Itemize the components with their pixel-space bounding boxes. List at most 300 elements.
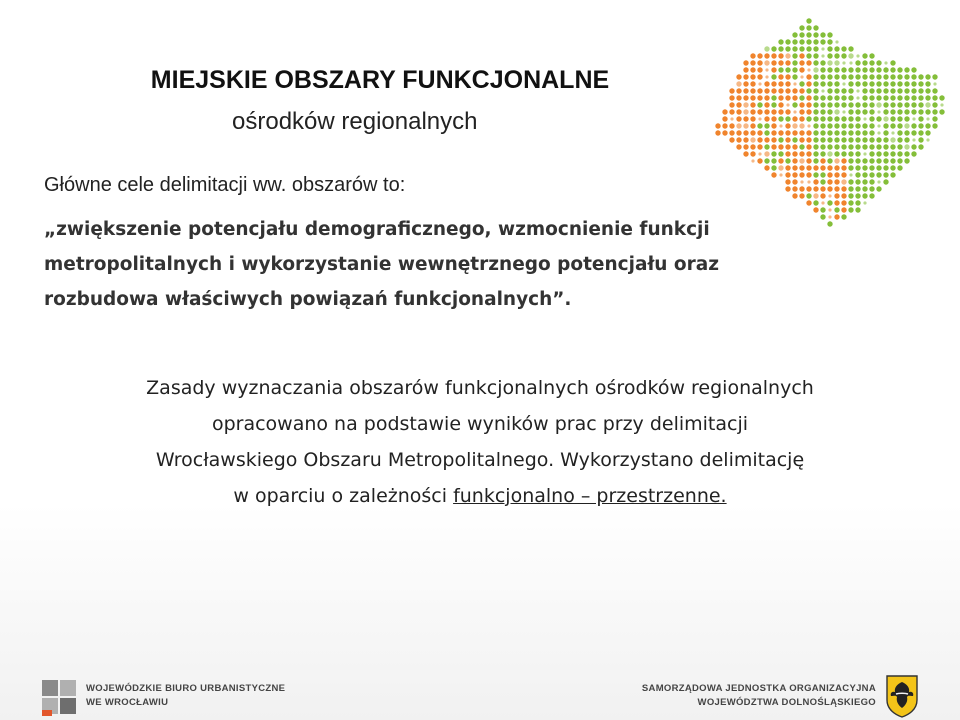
map-dot (827, 158, 832, 163)
map-dot (743, 130, 748, 135)
lower-silesia-crest-icon (884, 674, 920, 718)
map-dot (799, 88, 804, 93)
map-dot (869, 109, 874, 114)
map-dot (799, 137, 804, 142)
map-dot (821, 54, 824, 57)
map-dot (736, 116, 741, 121)
map-dot (855, 116, 860, 121)
map-dot (778, 137, 783, 142)
map-dot (876, 165, 881, 170)
map-dot (743, 67, 748, 72)
map-dot (841, 207, 846, 212)
map-dot (771, 95, 776, 100)
map-dot (757, 130, 762, 135)
map-dot (890, 123, 895, 128)
map-dot (757, 67, 762, 72)
map-dot (799, 186, 804, 191)
map-dot (883, 151, 888, 156)
map-dot (834, 81, 839, 86)
footer (0, 668, 960, 720)
map-dot (932, 95, 937, 100)
map-dot (813, 81, 818, 86)
map-dot (799, 53, 804, 58)
map-dot (869, 137, 874, 142)
map-dot (806, 46, 811, 51)
map-dot (890, 172, 895, 177)
left-institution-name: WOJEWÓDZKIE BIURO URBANISTYCZNE WE WROCŁAWIU (86, 683, 286, 708)
map-dot (890, 102, 895, 107)
map-dot (855, 144, 860, 149)
map-dot (785, 74, 790, 79)
map-dot (897, 81, 902, 86)
map-dot (813, 116, 818, 121)
map-dot (911, 67, 916, 72)
map-dot (890, 95, 895, 100)
principles-last-prefix: w oparciu o zależności (233, 485, 454, 507)
map-dot (764, 137, 769, 142)
map-dot (876, 116, 881, 121)
map-dot (883, 137, 888, 142)
map-dot (820, 144, 825, 149)
map-dot (820, 123, 825, 128)
map-dot (785, 53, 790, 58)
map-dot (918, 102, 923, 107)
map-dot (827, 60, 832, 65)
map-dot (834, 130, 839, 135)
map-dot (827, 116, 832, 121)
map-dot (806, 158, 811, 163)
map-dot (827, 200, 832, 205)
map-dot (771, 144, 776, 149)
map-dot (883, 102, 888, 107)
map-dot (792, 32, 797, 37)
map-dot (820, 151, 825, 156)
map-dot (911, 151, 916, 156)
map-dot (743, 137, 748, 142)
goal-line: rozbudowa właściwych powiązań funkcjonalnych”. (44, 289, 572, 310)
map-dot (778, 39, 783, 44)
map-dot (863, 201, 866, 204)
map-dot (771, 151, 776, 156)
map-dot (792, 123, 797, 128)
map-dot (736, 109, 741, 114)
map-dot (877, 124, 880, 127)
map-dot (807, 180, 810, 183)
map-dot (813, 95, 818, 100)
map-dot (911, 123, 916, 128)
map-dot (729, 137, 734, 142)
map-dot (771, 123, 776, 128)
map-dot (743, 95, 748, 100)
map-dot (799, 109, 804, 114)
map-dot (813, 88, 818, 93)
map-dot (904, 144, 909, 149)
map-dot (911, 74, 916, 79)
map-dot (883, 81, 888, 86)
map-dot (827, 95, 832, 100)
principles-line-last (30, 478, 930, 514)
map-dot (792, 186, 797, 191)
map-dot (848, 67, 853, 72)
map-dot (778, 109, 783, 114)
map-dot (849, 61, 852, 64)
map-dot (736, 95, 741, 100)
map-dot (792, 46, 797, 51)
map-dot (730, 117, 733, 120)
map-dot (813, 67, 818, 72)
map-dot (918, 74, 923, 79)
map-dot (897, 123, 902, 128)
map-dot (778, 88, 783, 93)
map-dot (806, 102, 811, 107)
map-dot (792, 151, 797, 156)
map-dot (897, 88, 902, 93)
map-dot (855, 151, 860, 156)
map-dot (869, 123, 874, 128)
map-dot (884, 61, 887, 64)
map-dot (764, 81, 769, 86)
map-dot (813, 130, 818, 135)
map-dot (848, 137, 853, 142)
map-dot (834, 95, 839, 100)
map-dot (876, 172, 881, 177)
map-dot (855, 60, 860, 65)
map-dot (911, 81, 916, 86)
map-dot (834, 102, 839, 107)
map-dot (778, 95, 783, 100)
map-dot (771, 165, 776, 170)
map-dot (897, 130, 902, 135)
map-dot (764, 102, 769, 107)
map-dot (834, 88, 839, 93)
map-dot (848, 207, 853, 212)
map-dot (821, 89, 824, 92)
map-dot (743, 123, 748, 128)
map-dot (940, 103, 943, 106)
map-dot (876, 151, 881, 156)
map-dot (729, 88, 734, 93)
map-dot (792, 39, 797, 44)
map-dot (743, 102, 748, 107)
map-dot (834, 165, 839, 170)
map-dot (862, 67, 867, 72)
map-dot (813, 102, 818, 107)
map-dot (848, 193, 853, 198)
map-dot (841, 123, 846, 128)
map-dot (841, 200, 846, 205)
map-dot (750, 95, 755, 100)
map-dot (820, 165, 825, 170)
map-dot (758, 117, 761, 120)
map-dot (806, 137, 811, 142)
map-dot (848, 130, 853, 135)
map-dot (771, 158, 776, 163)
map-dot (834, 67, 839, 72)
map-dot (827, 123, 832, 128)
map-dot (890, 67, 895, 72)
map-dot (785, 179, 790, 184)
map-dot (925, 81, 930, 86)
map-dot (883, 144, 888, 149)
map-dot (912, 117, 915, 120)
map-dot (778, 81, 783, 86)
map-dot (848, 144, 853, 149)
map-dot (764, 123, 769, 128)
map-dot (855, 179, 860, 184)
map-dot (813, 144, 818, 149)
map-dot (834, 53, 839, 58)
map-dot (904, 137, 909, 142)
map-dot (862, 186, 867, 191)
map-dot (891, 131, 894, 134)
map-dot (926, 117, 929, 120)
map-dot (820, 32, 825, 37)
map-dot (932, 109, 937, 114)
map-dot (764, 88, 769, 93)
map-dot (799, 102, 804, 107)
map-dot (911, 88, 916, 93)
goal-line: „zwiększenie potencjału demograficznego, wzmocnienie funkcji (44, 219, 710, 240)
map-dot (904, 67, 909, 72)
map-dot (785, 95, 790, 100)
map-dot (820, 67, 825, 72)
principles-line: Zasady wyznaczania obszarów funkcjonalnych ośrodków regionalnych (146, 377, 814, 399)
map-dot (939, 95, 944, 100)
map-dot (786, 103, 789, 106)
map-dot (743, 151, 748, 156)
map-dot (778, 165, 783, 170)
map-dot (800, 180, 803, 183)
map-dot (736, 144, 741, 149)
map-dot (813, 74, 818, 79)
map-dot (785, 109, 790, 114)
map-dot (729, 109, 734, 114)
map-dot (827, 109, 832, 114)
map-dot (855, 123, 860, 128)
map-dot (834, 74, 839, 79)
map-dot (883, 88, 888, 93)
map-dot (897, 151, 902, 156)
map-dot (813, 179, 818, 184)
map-dot (911, 109, 916, 114)
map-dot (897, 95, 902, 100)
map-dot (778, 53, 783, 58)
map-dot (799, 130, 804, 135)
map-dot (855, 102, 860, 107)
map-dot (806, 18, 811, 23)
slide-title: MIEJSKIE OBSZARY FUNKCJONALNE (150, 66, 610, 94)
map-dot (841, 158, 846, 163)
map-dot (799, 116, 804, 121)
map-dot (939, 109, 944, 114)
map-dot (862, 109, 867, 114)
map-dot (758, 152, 761, 155)
map-dot (743, 109, 748, 114)
map-dot (925, 102, 930, 107)
map-dot (828, 194, 831, 197)
map-dot (785, 137, 790, 142)
wbu-logo-icon (40, 678, 80, 718)
map-dot (869, 81, 874, 86)
map-dot (736, 123, 741, 128)
map-dot (820, 109, 825, 114)
map-dot (813, 109, 818, 114)
map-dot (869, 88, 874, 93)
map-dot (750, 123, 755, 128)
map-dot (855, 81, 860, 86)
map-dot (925, 123, 930, 128)
map-dot (904, 151, 909, 156)
map-dot (792, 95, 797, 100)
map-dot (813, 32, 818, 37)
map-dot (855, 193, 860, 198)
map-dot (911, 144, 916, 149)
map-dot (820, 60, 825, 65)
map-dot (792, 193, 797, 198)
map-dot (758, 82, 761, 85)
map-dot (813, 186, 818, 191)
map-dot (890, 137, 895, 142)
map-dot (883, 158, 888, 163)
map-dot (715, 123, 720, 128)
map-dot (890, 88, 895, 93)
map-dot (806, 144, 811, 149)
map-dot (869, 53, 874, 58)
map-dot (806, 151, 811, 156)
map-dot (883, 95, 888, 100)
map-dot (806, 200, 811, 205)
map-dot (890, 116, 895, 121)
map-dot (911, 130, 916, 135)
map-dot (897, 137, 902, 142)
map-dot (848, 116, 853, 121)
map-dot (785, 46, 790, 51)
slide-subtitle: ośrodków regionalnych (232, 108, 478, 135)
map-dot (877, 131, 880, 134)
map-dot (743, 60, 748, 65)
map-dot (813, 200, 818, 205)
map-dot (848, 81, 853, 86)
map-dot (813, 39, 818, 44)
map-dot (897, 102, 902, 107)
map-dot (771, 81, 776, 86)
map-dot (821, 201, 824, 204)
map-dot (764, 165, 769, 170)
map-dot (835, 40, 838, 43)
map-dot (771, 130, 776, 135)
map-dot (820, 193, 825, 198)
map-dot (757, 60, 762, 65)
map-dot (729, 123, 734, 128)
map-dot (841, 172, 846, 177)
map-dot (778, 74, 783, 79)
map-dot (806, 172, 811, 177)
map-dot (856, 54, 859, 57)
map-dot (869, 179, 874, 184)
map-dot (876, 102, 881, 107)
map-dot (841, 137, 846, 142)
map-dot (856, 89, 859, 92)
map-dot (932, 123, 937, 128)
map-dot (750, 130, 755, 135)
map-dot (855, 186, 860, 191)
map-dot (862, 144, 867, 149)
map-dot (813, 60, 818, 65)
map-dot (785, 39, 790, 44)
map-dot (834, 116, 839, 121)
map-dot (722, 123, 727, 128)
map-dot (799, 39, 804, 44)
map-dot (932, 88, 937, 93)
map-dot (785, 116, 790, 121)
map-dot (778, 158, 783, 163)
map-dot (820, 130, 825, 135)
map-dot (918, 95, 923, 100)
map-dot (834, 144, 839, 149)
map-dot (757, 74, 762, 79)
map-dot (925, 130, 930, 135)
map-dot (792, 88, 797, 93)
map-dot (806, 130, 811, 135)
map-dot (736, 102, 741, 107)
map-dot (820, 39, 825, 44)
map-dot (862, 165, 867, 170)
map-dot (890, 109, 895, 114)
map-dot (757, 144, 762, 149)
map-dot (820, 158, 825, 163)
map-dot (869, 102, 874, 107)
map-dot (764, 109, 769, 114)
map-dot (869, 116, 874, 121)
map-dot (883, 123, 888, 128)
map-dot (897, 144, 902, 149)
map-dot (764, 60, 769, 65)
map-dot (827, 172, 832, 177)
map-dot (785, 165, 790, 170)
map-dot (764, 53, 769, 58)
map-dot (729, 130, 734, 135)
map-dot (785, 130, 790, 135)
map-dot (869, 186, 874, 191)
map-dot (757, 88, 762, 93)
map-dot (911, 95, 916, 100)
map-dot (876, 60, 881, 65)
map-dot (771, 137, 776, 142)
map-dot (750, 102, 755, 107)
map-dot (855, 207, 860, 212)
map-dot (897, 67, 902, 72)
map-dot (841, 67, 846, 72)
map-dot (820, 102, 825, 107)
map-dot (890, 81, 895, 86)
map-dot (855, 200, 860, 205)
map-dot (869, 151, 874, 156)
map-dot (799, 123, 804, 128)
map-dot (778, 151, 783, 156)
map-dot (841, 186, 846, 191)
map-dot (834, 172, 839, 177)
map-dot (736, 88, 741, 93)
map-dot (806, 116, 811, 121)
map-dot (827, 67, 832, 72)
map-dot (771, 67, 776, 72)
map-dot (757, 137, 762, 142)
goal-line: metropolitalnych i wykorzystanie wewnętrznego potencjału oraz (44, 254, 720, 275)
map-dot (806, 95, 811, 100)
map-dot (827, 46, 832, 51)
map-dot (883, 74, 888, 79)
map-dot (849, 173, 852, 176)
